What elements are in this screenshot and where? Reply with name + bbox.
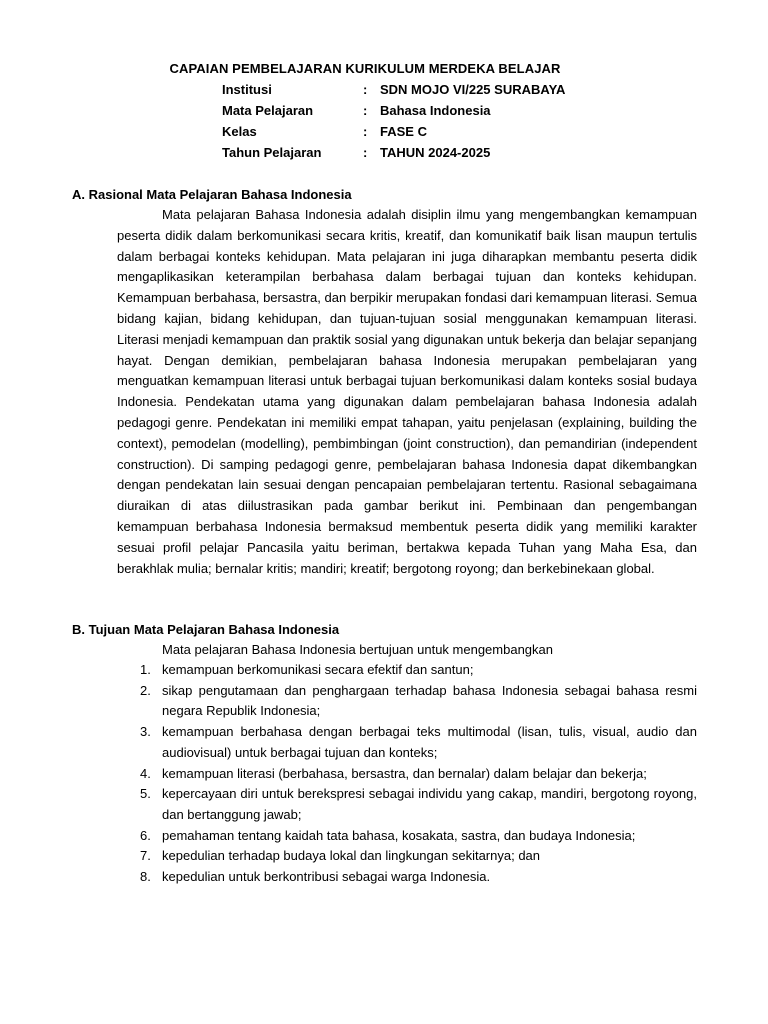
list-item-number: 3.: [140, 724, 151, 740]
meta-colon: :: [363, 145, 368, 160]
list-item-number: 6.: [140, 827, 151, 843]
meta-label: Mata Pelajaran: [222, 103, 314, 118]
meta-row-institusi: [222, 81, 565, 102]
list-item-number: 7.: [140, 848, 151, 864]
meta-label: Tahun Pelajaran: [222, 145, 322, 160]
list-item: [0, 722, 697, 763]
list-item-text: kemampuan berkomunikasi secara efektif dan santun;: [162, 662, 474, 677]
list-item: [0, 846, 697, 867]
list-item-text: kepercayaan diri untuk berekspresi sebagai individu yang cakap, mandiri, bergotong royong, dan bertanggung jawab;: [162, 786, 697, 822]
list-item: [0, 826, 697, 847]
list-item-text: kepedulian terhadap budaya lokal dan lingkungan sekitarnya; dan: [162, 848, 541, 864]
section-a-paragraph: Mata pelajaran Bahasa Indonesia adalah disiplin ilmu yang mengembangkan kemampuan peserta didik dalam berkomunikasi secara kritis, kreatif, dan komunikatif baik lisan maupun tertulis dalam berbagai konteks kehidupan. Mata pelajaran ini juga diharapkan membantu peserta didik mengaplikasikan keterampilan berbahasa dalam berbagai tujuan dan konteks kehidupan. Kemampuan berbahasa, bersastra, dan berpikir merupakan fondasi dari kemampuan literasi. Semua bidang kajian, bidang kehidupan, dan tujuan-tujuan sosial menggunakan kemampuan literasi. Literasi menjadi kemampuan dan praktik sosial yang digunakan untuk bekerja dan belajar sepanjang hayat. Dengan demikian, pembelajaran bahasa Indonesia merupakan pembelajaran yang menguatkan kemampuan literasi untuk berbagai tujuan berkomunikasi dalam konteks sosial budaya Indonesia. Pendekatan utama yang digunakan dalam pembelajaran bahasa Indonesia adalah pedagogi genre. Pendekatan ini memiliki empat tahapan, yaitu penjelasan (explaining, building the context), pemodelan (modelling), pembimbingan (joint construction), dan pemandirian (independent construction). Di samping pedagogi genre, pembelajaran bahasa Indonesia dapat dikembangkan dengan pendekatan lain sesuai dengan pencapaian pembelajaran tertentu. Rasional sebagaimana diuraikan di atas diilustrasikan pada gambar berikut ini. Pembinaan dan pengembangan kemampuan berbahasa Indonesia bermaksud membentuk peserta didik yang memiliki karakter sesuai profil pelajar Pancasila yaitu beriman, bertakwa kepada Tuhan yang Maha Esa, dan berakhlak mulia; bernalar kritis; mandiri; kreatif; bergotong royong; dan berkebinekaan global.: [117, 207, 697, 576]
list-item-text: pemahaman tentang kaidah tata bahasa, kosakata, sastra, dan budaya Indonesia;: [162, 827, 636, 843]
list-item-number: 4.: [140, 765, 151, 781]
list-item-text: kepedulian untuk berkontribusi sebagai warga Indonesia.: [162, 869, 491, 885]
meta-value: SDN MOJO VI/225 SURABAYA: [380, 82, 566, 97]
list-item: [0, 660, 697, 681]
meta-row-tahun-pelajaran: [222, 144, 565, 165]
document-title: CAPAIAN PEMBELAJARAN KURIKULUM MERDEKA BELAJAR: [169, 61, 561, 76]
list-item-text: kemampuan berbahasa dengan berbagai teks multimodal (lisan, tulis, visual, audio dan audiovisual) untuk berbagai tujuan dan konteks;: [162, 724, 697, 760]
list-item: [0, 681, 697, 722]
section-b-heading: B. Tujuan Mata Pelajaran Bahasa Indonesia: [72, 622, 340, 637]
list-item: [0, 867, 697, 888]
goal-list: [0, 660, 768, 888]
list-item-number: 2.: [140, 682, 151, 698]
meta-value: FASE C: [380, 124, 427, 139]
meta-label: Institusi: [222, 82, 272, 97]
list-item-number: 1.: [140, 662, 151, 677]
meta-value: Bahasa Indonesia: [380, 103, 491, 118]
meta-label: Kelas: [222, 124, 257, 139]
meta-colon: :: [363, 82, 368, 97]
list-item-number: 8.: [140, 869, 151, 885]
section-a-heading: A. Rasional Mata Pelajaran Bahasa Indonesia: [72, 187, 352, 202]
meta-row-mata-pelajaran: [222, 102, 565, 123]
meta-value: TAHUN 2024-2025: [380, 145, 491, 160]
list-item-text: kemampuan literasi (berbahasa, bersastra, dan bernalar) dalam belajar dan bekerja;: [162, 765, 647, 781]
document-meta-table: [222, 81, 565, 165]
list-item: [0, 784, 697, 825]
list-item-number: 5.: [140, 786, 151, 802]
section-b-intro: Mata pelajaran Bahasa Indonesia bertujuan untuk mengembangkan: [162, 642, 553, 657]
meta-row-kelas: [222, 123, 565, 144]
list-item-text: sikap pengutamaan dan penghargaan terhadap bahasa Indonesia sebagai bahasa resmi negara Republik Indonesia;: [162, 682, 697, 719]
meta-colon: :: [363, 124, 368, 139]
list-item: [0, 764, 697, 785]
meta-colon: :: [363, 103, 368, 118]
